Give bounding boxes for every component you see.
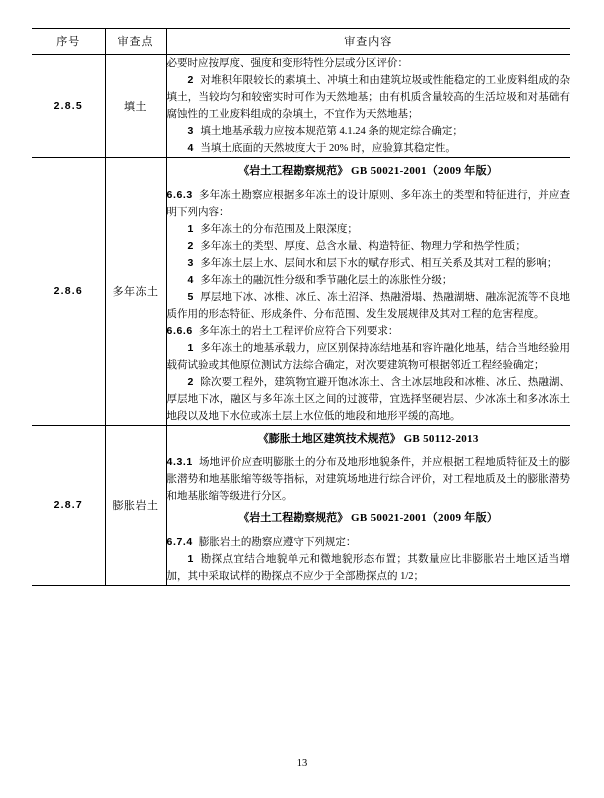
- list-item-text: 多年冻土的融沉性分级和季节融化层土的冻胀性分级；: [200, 274, 453, 286]
- standard-name: 《膨胀土地区建筑技术规范》: [257, 432, 401, 445]
- table-body: [32, 55, 570, 586]
- list-item-text: 当填土底面的天然坡度大于 20% 时，应验算其稳定性。: [200, 143, 456, 154]
- clause-number: 6.6.3: [166, 188, 193, 201]
- standard-code: GB 50021-2001（2009 年版）: [351, 512, 499, 524]
- review-checklist-table: [32, 28, 570, 586]
- column-header-point: 审查点: [105, 29, 166, 55]
- list-item: [167, 140, 571, 157]
- row-number: 2.8.7: [53, 499, 83, 511]
- clause-paragraph: [167, 323, 571, 340]
- clause-text: 多年冻土的岩土工程评价应符合下列要求：: [198, 325, 399, 337]
- list-item: [167, 123, 571, 140]
- column-header-content: 审查内容: [166, 29, 570, 55]
- paragraph: 必要时应按厚度、强度和变形特性分层或分区评价：: [166, 58, 408, 69]
- list-item: [167, 272, 571, 289]
- clause-text: 多年冻土勘察应根据多年冻土的设计原则、多年冻土的类型和特征进行，并应查明下列内容：: [166, 189, 570, 218]
- review-point-label: 多年冻土: [112, 286, 159, 299]
- list-item-number: 2: [187, 375, 194, 388]
- clause-paragraph: [167, 454, 571, 505]
- clause-paragraph: [167, 534, 571, 551]
- list-item-text: 勘探点宜结合地貌单元和微地貌形态布置；其数量应比非膨胀岩土地区适当增加，其中采取试样的勘探点不应少于全部勘探点的 1/2；: [166, 553, 570, 582]
- table-header-row: [32, 29, 570, 55]
- list-item: [167, 255, 571, 272]
- list-item-number: 1: [187, 552, 194, 565]
- list-item-number: 2: [187, 74, 194, 86]
- list-item-number: 2: [187, 239, 194, 252]
- list-item-text: 多年冻土的分布范围及上限深度；: [200, 223, 358, 235]
- list-item: [167, 340, 571, 374]
- row-number: 2.8.5: [53, 100, 83, 112]
- list-item-number: 4: [187, 273, 194, 286]
- list-item-number: 4: [187, 142, 194, 154]
- review-point-cell: [105, 425, 166, 585]
- list-item-number: 1: [187, 222, 194, 235]
- row-number-cell: [32, 158, 105, 426]
- review-point-label: 填土: [124, 101, 147, 113]
- standard-title: [167, 510, 571, 527]
- standard-name: 《岩土工程勘察规范》: [238, 165, 349, 177]
- list-item-text: 填土地基承载力应按本规范第 4.1.24 条的规定综合确定；: [200, 126, 463, 137]
- row-number-cell: [32, 425, 105, 585]
- list-item-number: 3: [187, 256, 194, 269]
- standard-code: GB 50112-2013: [403, 432, 479, 445]
- review-content-cell: [166, 425, 570, 585]
- list-item: [167, 221, 571, 238]
- list-item: [167, 551, 571, 585]
- list-item-number: 3: [187, 125, 194, 137]
- list-item: [167, 289, 571, 323]
- review-point-label: 膨胀岩土: [112, 500, 159, 512]
- list-item-number: 5: [187, 290, 194, 303]
- clause-number: 4.3.1: [166, 456, 193, 468]
- table-row: [32, 425, 570, 585]
- list-item-text: 多年冻土的类型、厚度、总含水量、构造特征、物理力学和热学性质；: [200, 240, 526, 252]
- row-number: 2.8.6: [53, 285, 83, 298]
- clause-number: 6.6.6: [166, 324, 193, 337]
- column-header-no: 序号: [32, 29, 105, 55]
- list-item: [167, 72, 571, 123]
- review-point-cell: [105, 158, 166, 426]
- table-header: [32, 29, 570, 55]
- review-content-cell: [166, 158, 570, 426]
- list-item-text: 对堆积年限较长的素填土、冲填土和由建筑垃圾或性能稳定的工业废料组成的杂填土，当较均匀和较密实时可作为天然地基；由有机质含量较高的生活垃圾和对基础有腐蚀性的工业废料组成的杂填土，不宜作为天然地基；: [166, 75, 570, 120]
- list-item: [167, 238, 571, 255]
- table-row: [32, 55, 570, 158]
- clause-text: 膨胀岩土的勘察应遵守下列规定：: [198, 536, 357, 548]
- list-item-text: 多年冻土的地基承载力，应区别保持冻结地基和容许融化地基，结合当地经验用载荷试验或其他原位测试方法综合确定，对次要建筑物可根据邻近工程经验确定；: [166, 342, 570, 371]
- table-row: [32, 158, 570, 426]
- standard-code: GB 50021-2001（2009 年版）: [351, 165, 499, 177]
- review-content-cell: [166, 55, 570, 158]
- clause-paragraph: [167, 187, 571, 221]
- clause-text: 场地评价应查明膨胀土的分布及地形地貌条件，并应根据工程地质特征及土的膨胀潜势和地基胀缩等级等指标，对建筑场地进行综合评价，对工程地质及土的膨胀潜势和地基胀缩等级进行分区。: [166, 457, 570, 502]
- list-item-text: 多年冻土层上水、层间水和层下水的赋存形式、相互关系及其对工程的影响；: [200, 257, 558, 269]
- row-number-cell: [32, 55, 105, 158]
- page-number: 13: [296, 758, 308, 769]
- standard-title: [167, 431, 571, 448]
- standard-name: 《岩土工程勘察规范》: [238, 512, 349, 524]
- list-item: [167, 374, 571, 425]
- standard-title: [167, 163, 571, 180]
- list-item-text: 除次要工程外，建筑物宜避开饱冰冻土、含土冰层地段和冰椎、冰丘、热融湖、厚层地下冰，融区与多年冻土区之间的过渡带，宜选择坚硬岩层、少冰冻土和多冰冻土地段以及地下水位或冻土层上水位低的地段和地形平缓的高地。: [166, 376, 570, 422]
- list-item-number: 1: [187, 341, 194, 354]
- review-point-cell: [105, 55, 166, 158]
- list-item-text: 厚层地下冰、冰椎、冰丘、冻土沼泽、热融滑塌、热融湖塘、融冻泥流等不良地质作用的形态特征、形成条件、分布范围、发生发展规律及其对工程的危害程度。: [166, 291, 570, 320]
- clause-number: 6.7.4: [166, 535, 193, 548]
